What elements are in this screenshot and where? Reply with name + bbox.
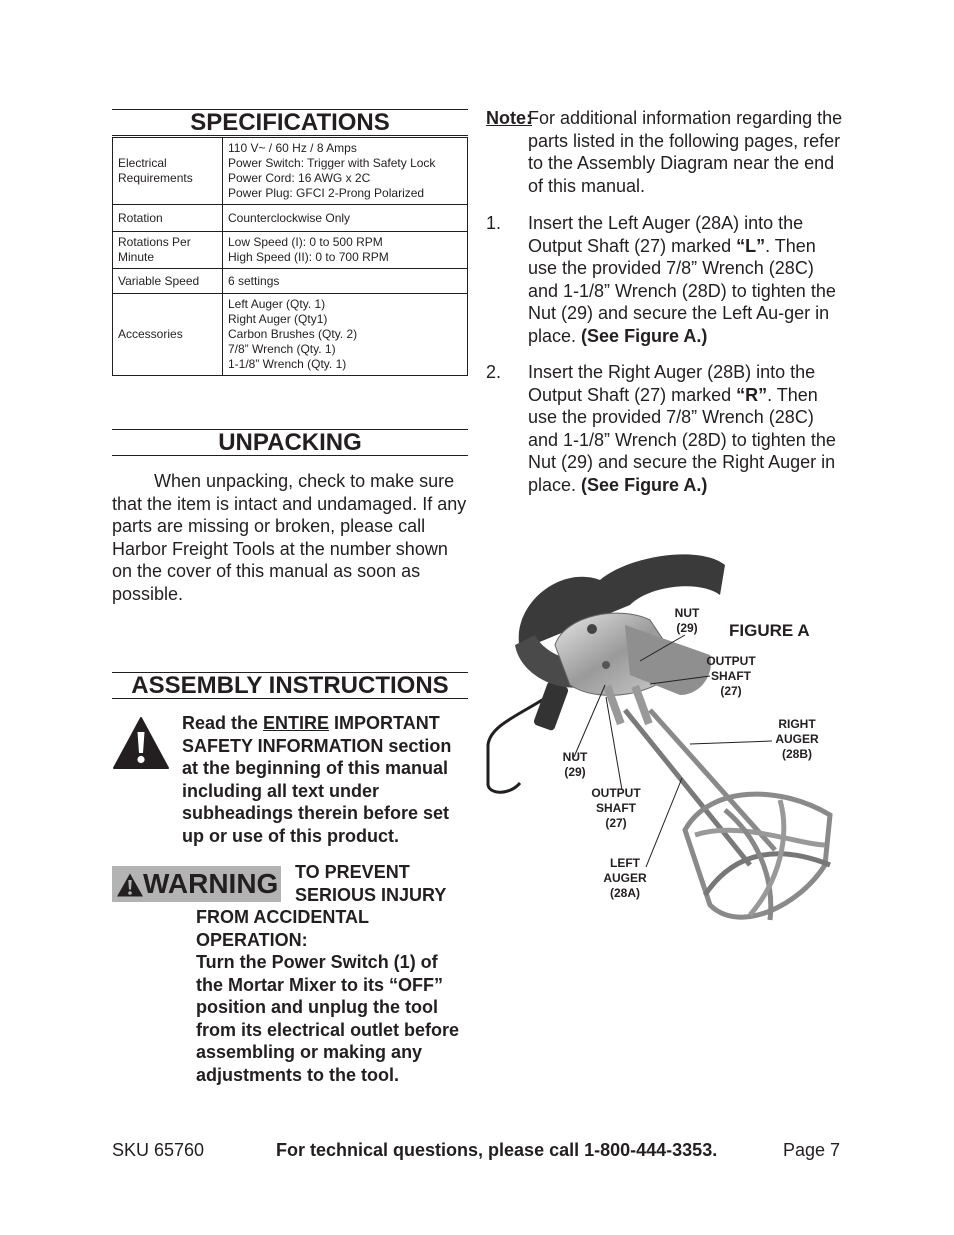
table-row [113,232,468,269]
unpacking-paragraph: When unpacking, check to make sure that the item is intact and undamaged. If any parts are missing or broken, please call Harbor Freight Tools at the number shown on the cover of this manual as soon as possible. [112,471,467,604]
safety-notice-text: Read the [182,713,264,733]
table-row [113,205,468,232]
callout-line: NUT [562,750,588,764]
spec-value-line: High Speed (II): 0 to 700 RPM [228,250,389,264]
warning-heading-line: FROM ACCIDENTAL [196,907,369,927]
step-text [528,212,848,347]
callout-nut [667,606,707,636]
figure-reference: (See Figure A.) [581,474,708,495]
warning-badge [112,866,281,902]
callout-line: OUTPUT [591,786,641,800]
footer-sku: SKU 65760 [112,1140,205,1160]
spec-label: Rotation [113,205,223,232]
spec-value [223,232,468,269]
footer-contact: For technical questions, please call 1-800-444-3353. [276,1140,718,1160]
callout-line: SHAFT [711,669,751,683]
callout-line: OUTPUT [706,654,756,668]
callout-line: AUGER [775,732,819,746]
step-mark: “L” [736,235,766,256]
note-text: For additional information regarding the parts listed in the following pages, refer to the Assembly Diagram near the end of this manual. [528,108,843,196]
table-row [113,138,468,205]
spec-value [223,294,468,376]
step-mark: “R” [736,384,768,405]
spec-value-line: Power Switch: Trigger with Safety Lock [228,156,436,170]
unpacking-heading: UNPACKING [112,429,468,456]
note-label: Note: [486,108,532,128]
specifications-table [112,137,468,376]
step-text-part: . Then use the provided 7/8” Wrench (28C) and 1-1/8” Wrench (28D) to tighten the Nut (29) and secure the Right Auger in place. [528,384,836,495]
step-text-part: Insert the Right Auger (28B) into the Output Shaft (27) marked [528,362,816,405]
spec-value-line: Power Cord: 16 AWG x 2C [228,171,371,185]
spec-value [223,138,468,205]
spec-value [223,269,468,294]
warning-body: Turn the Power Switch (1) of the Mortar Mixer to its “OFF” position and unplug the tool from its electrical outlet before assembling or making any adjustments to the tool. [196,952,460,1085]
callout-line: SHAFT [596,801,636,815]
callout-line: LEFT [610,856,640,870]
safety-notice-text: IMPORTANT SAFETY INFORMATION section at the beginning of this manual including all text under subheadings therein before set up or use of this product. [182,713,452,846]
spec-value-line: Right Auger (Qty1) [228,312,328,326]
callout-output-shaft [584,786,648,831]
spec-label: Rotations Per Minute [113,232,223,269]
spec-value-line: 7/8” Wrench (Qty. 1) [228,342,336,356]
step-text [528,361,848,496]
warning-heading-line: OPERATION: [196,930,308,950]
step-text-part: Insert the Left Auger (28A) into the Output Shaft (27) marked [528,213,804,256]
safety-notice [182,712,467,847]
spec-value-line: 1-1/8” Wrench (Qty. 1) [228,357,347,371]
callout-line: (29) [676,621,698,635]
warning-heading-line: SERIOUS INJURY [295,885,447,905]
callout-line: NUT [674,606,700,620]
spec-value-line: Carbon Brushes (Qty. 2) [228,327,358,341]
footer-page-number: Page 7 [783,1140,841,1160]
callout-line: AUGER [603,871,647,885]
callout-line: (28A) [609,886,640,900]
specifications-heading: SPECIFICATIONS [112,109,468,136]
callout-line: (27) [720,684,742,698]
spec-value-line: Power Plug: GFCI 2-Prong Polarized [228,186,425,200]
callout-output-shaft [698,654,764,699]
spec-label: Variable Speed [113,269,223,294]
table-row [113,294,468,376]
callout-right-auger [766,717,828,762]
warning-icon [116,872,144,898]
step-number: 1. [486,213,502,233]
spec-value-line: Counterclockwise Only [228,210,351,225]
callout-line: (29) [564,765,586,779]
spec-label: Accessories [113,294,223,376]
warning-badge-label: WARNING [143,868,279,899]
callout-nut [555,750,595,780]
step-text-part: . Then use the provided 7/8” Wrench (28C) and 1-1/8” Wrench (28D) to tighten the Nut (29) and secure the Left Au-ger in place. [528,235,836,346]
step-number: 2. [486,362,502,382]
callout-line: (28B) [781,747,812,761]
figure-title: FIGURE A [729,621,810,640]
warning-heading-line: TO PREVENT [295,862,410,882]
spec-value-line: 6 settings [228,273,280,288]
callout-line: (27) [605,816,627,830]
table-row [113,269,468,294]
spec-label: Electrical Requirements [113,138,223,205]
spec-value-line: Low Speed (I): 0 to 500 RPM [228,235,383,249]
spec-value-line: 110 V~ / 60 Hz / 8 Amps [228,141,357,155]
figure-reference: (See Figure A.) [581,325,708,346]
note-paragraph [486,107,846,197]
warning-triangle-icon [112,716,170,770]
safety-notice-emphasis: ENTIRE [263,713,330,733]
callout-line: RIGHT [778,717,816,731]
spec-value-line: Left Auger (Qty. 1) [228,297,326,311]
spec-value [223,205,468,232]
callout-left-auger [594,856,656,901]
assembly-heading: ASSEMBLY INSTRUCTIONS [112,672,468,699]
